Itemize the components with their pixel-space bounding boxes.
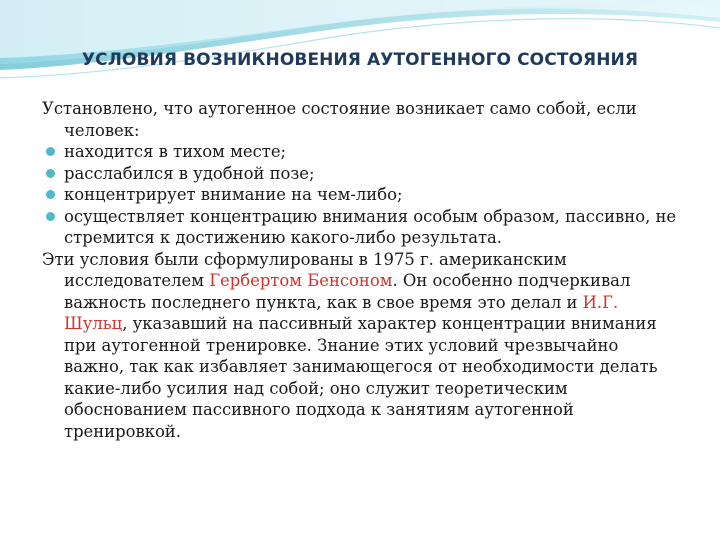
- slide-title: УСЛОВИЯ ВОЗНИКНОВЕНИЯ АУТОГЕННОГО СОСТОЯНИЯ: [81, 50, 639, 70]
- highlighted-name-schultz: И.Г. Шульц: [64, 292, 619, 333]
- list-item: [42, 141, 682, 163]
- bullet-dot-icon: [46, 212, 55, 221]
- bullet-dot-icon: [46, 169, 55, 178]
- conclusion-text: , указавший на пассивный характер концентрации внимания при аутогенной тренировке. Знание этих условий чрезвычайно важно, так как избавляет занимающегося от необходимости делать какие-либо усилия над собой; оно служит теоретическим обоснованием пассивного подхода к занятиям аутогенной тренировкой.: [64, 314, 658, 441]
- list-item: [42, 163, 682, 185]
- list-item-text: осуществляет концентрацию внимания особым образом, пассивно, не стремится к достижению какого-либо результата.: [64, 206, 677, 247]
- bullet-dot-icon: [46, 190, 55, 199]
- intro-paragraph: Установлено, что аутогенное состояние возникает само собой, если человек:: [42, 99, 637, 140]
- list-item-text: концентрирует внимание на чем-либо;: [64, 185, 403, 204]
- list-item-text: расслабился в удобной позе;: [64, 163, 315, 183]
- list-item: [42, 206, 682, 249]
- list-item-text: находится в тихом месте;: [64, 142, 287, 161]
- conclusion-text: Эти условия были сформулированы в 1975 г. американским исследователем: [42, 249, 567, 290]
- conclusion-text: . Он особенно подчеркивал важность последнего пункта, как в свое время это делал и: [64, 271, 631, 312]
- conditions-list: [42, 141, 682, 249]
- list-item: [42, 184, 682, 206]
- conclusion-paragraph: [42, 249, 682, 443]
- slide-body: [42, 98, 682, 442]
- highlighted-name-benson: Гербертом Бенсоном: [209, 271, 393, 290]
- bullet-dot-icon: [46, 147, 55, 156]
